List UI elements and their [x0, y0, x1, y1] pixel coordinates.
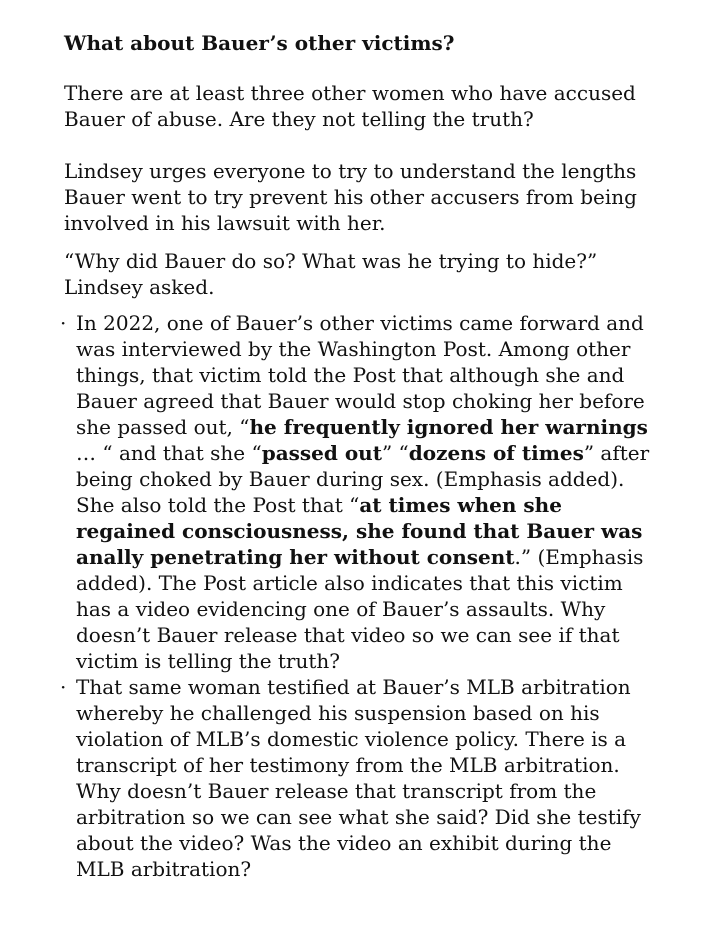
section-heading: What about Bauer’s other victims? — [64, 31, 455, 55]
bullet-text — [76, 675, 641, 881]
emphasis-text: passed out — [261, 441, 382, 465]
body-text: In 2022, one of Bauer’s other victims came forward and was interviewed by the Washington Post. Among other things, that victim told the Post that although she and Bauer agreed that Bauer would stop choking her before she passed out, “ — [76, 311, 645, 439]
emphasis-text: dozens of times — [408, 441, 584, 465]
bullet-item — [60, 674, 664, 882]
emphasis-text: at times when she regained consciousness, she found that Bauer was anally penetrating her without consent — [76, 493, 643, 569]
paragraph: There are at least three other women who have accused Bauer of abuse. Are they not telling the truth? — [64, 81, 636, 131]
body-text: ” after being choked by Bauer during sex. (Emphasis added). She also told the Post that “ — [76, 441, 650, 517]
body-text: ” “ — [381, 441, 409, 465]
bullet-marker: · — [60, 311, 67, 335]
body-text: That same woman testified at Bauer’s MLB arbitration whereby he challenged his suspension based on his violation of MLB’s domestic violence policy. There is a transcript of her testimony from the MLB arbitration. Why doesn’t Bauer release that transcript from the arbitration so we can see what she said? Did she testify about the video? Was the video an exhibit during the MLB arbitration? — [76, 675, 641, 881]
body-text: … “ and that she “ — [76, 441, 262, 465]
quote-paragraph: “Why did Bauer do so? What was he trying to hide?” Lindsey asked. — [64, 249, 598, 299]
bullet-list — [60, 310, 664, 882]
bullet-text — [76, 311, 649, 673]
bullet-marker: · — [60, 675, 67, 699]
body-text: .” (Emphasis added). The Post article also indicates that this victim has a video evidencing one of Bauer’s assaults. Why doesn’t Bauer release that video so we can see if that victim is telling the truth? — [76, 545, 644, 673]
bullet-item — [60, 310, 664, 674]
emphasis-text: he frequently ignored her warnings — [249, 415, 648, 439]
paragraph: Lindsey urges everyone to try to understand the lengths Bauer went to try prevent his other accusers from being involved in his lawsuit with her. — [64, 159, 637, 235]
